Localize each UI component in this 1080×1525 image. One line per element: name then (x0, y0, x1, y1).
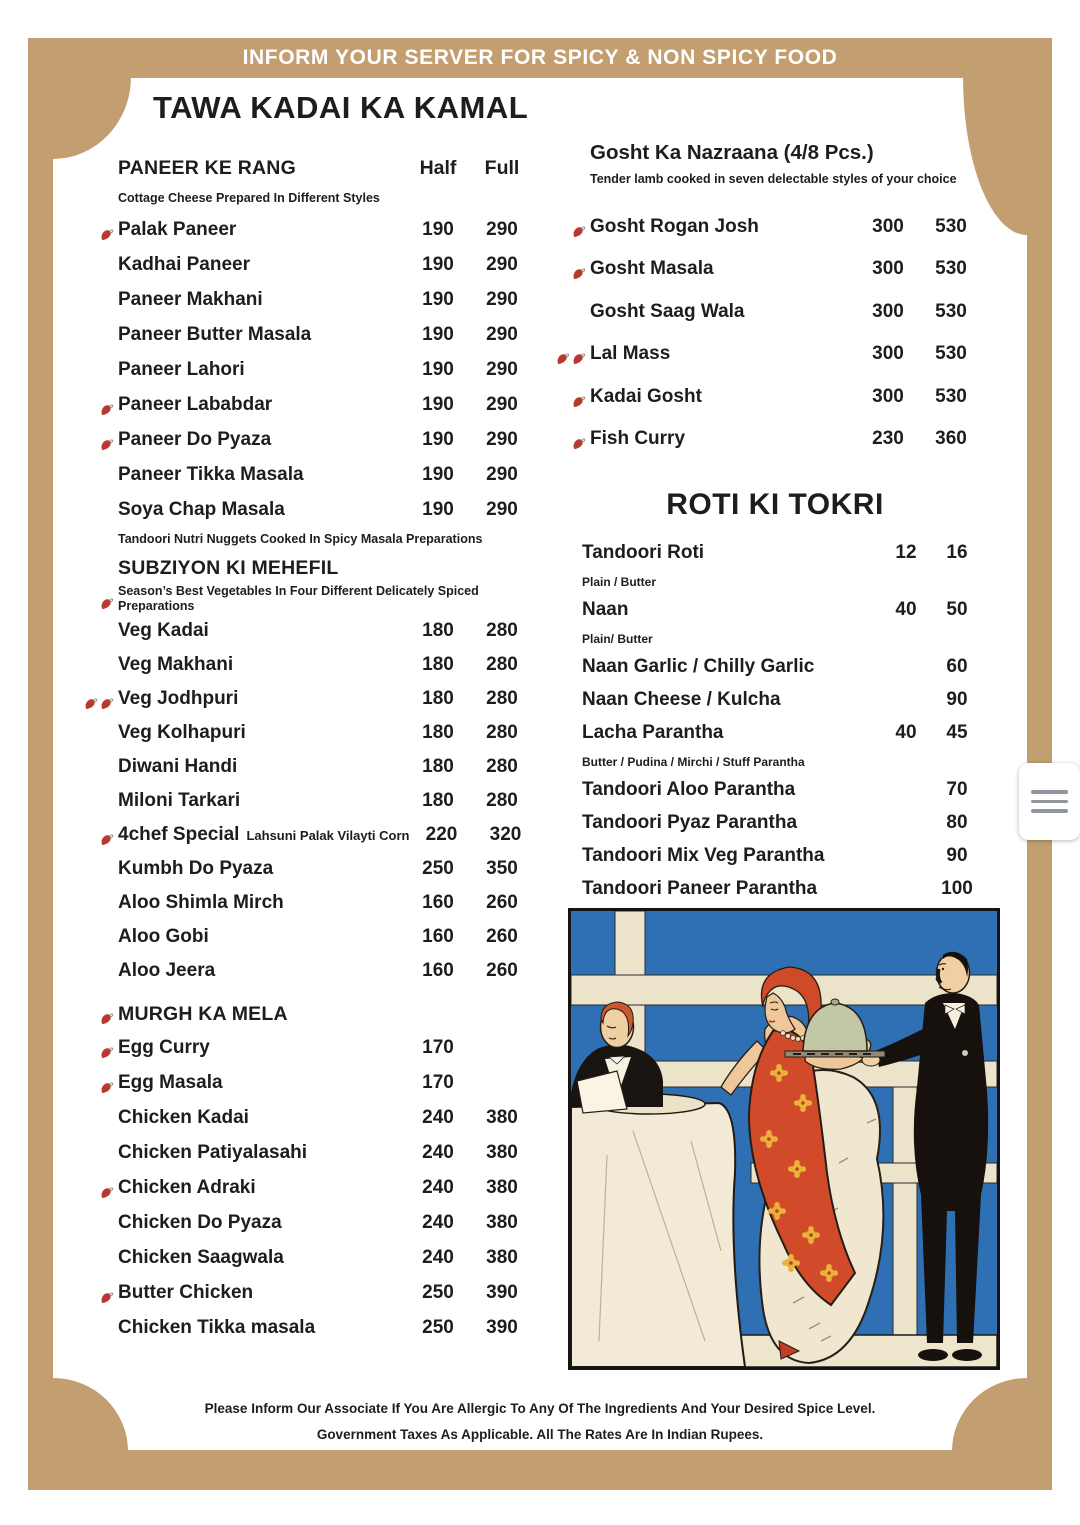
item-name: Aloo Gobi (118, 926, 209, 947)
menu-item-row (582, 594, 985, 627)
page-title: TAWA KADAI KA KAMAL (153, 90, 529, 125)
item-name: Veg Jodhpuri (118, 688, 239, 709)
price-full: 390 (486, 1281, 518, 1303)
price-half: 300 (872, 385, 904, 407)
menu-item-row (565, 291, 985, 334)
menu-item-row (92, 457, 534, 492)
menu-item-row (92, 1030, 534, 1065)
left-column (92, 152, 534, 1345)
price-half: 170 (422, 1036, 454, 1058)
price-half: 190 (422, 428, 454, 450)
section-gosht-ka-nazraana (565, 138, 985, 461)
price-half: 300 (872, 300, 904, 322)
item-name: Paneer Lahori (118, 358, 245, 380)
item-name: Naan (582, 599, 629, 621)
item-name: Paneer Lababdar (118, 393, 273, 415)
menu-item-row (92, 614, 534, 648)
price-full: 380 (486, 1246, 518, 1268)
price-full: 350 (486, 858, 518, 879)
price-full: 80 (946, 812, 968, 834)
item-name: Kadhai Paneer (118, 253, 250, 275)
menu-item (92, 1170, 534, 1205)
item-name: Naan Cheese / Kulcha (582, 689, 781, 711)
column-header-full: Full (484, 156, 520, 179)
menu-item-row (582, 840, 985, 873)
section-roti-ki-tokri (565, 483, 985, 906)
price-full: 380 (486, 1106, 518, 1128)
chili-icon (100, 696, 115, 712)
price-full: 390 (486, 1316, 518, 1338)
item-name: Chicken Adraki (118, 1176, 256, 1198)
menu-item (92, 247, 534, 282)
spice-level (92, 1290, 118, 1306)
price-full: 530 (935, 258, 967, 280)
footer-line-taxes: Government Taxes As Applicable. All The Rates Are In Indian Rupees. (316, 1427, 764, 1442)
menu-item-list (565, 206, 985, 461)
chili-icon (556, 351, 571, 367)
item-name: Lal Mass (590, 343, 671, 365)
price-full: 100 (941, 878, 973, 900)
price-full: 260 (486, 926, 518, 947)
price-full: 90 (946, 689, 968, 711)
chili-icon (100, 437, 115, 453)
menu-item-row (92, 352, 534, 387)
menu-item-row (92, 1240, 534, 1275)
price-half: 12 (895, 542, 917, 564)
menu-item (92, 282, 534, 317)
item-name: Tandoori Mix Veg Parantha (582, 845, 825, 867)
menu-item-row (92, 818, 534, 852)
price-full: 530 (935, 300, 967, 322)
dining-table (571, 1094, 745, 1367)
item-note: Plain/ Butter (582, 631, 653, 646)
price-half: 300 (872, 343, 904, 365)
menu-item (92, 682, 534, 716)
chili-icon (572, 394, 587, 410)
spice-level (92, 596, 118, 612)
item-name: Paneer Do Pyaza (118, 428, 272, 450)
menu-item (92, 422, 534, 457)
price-full: 260 (486, 892, 518, 913)
price-full: 380 (486, 1141, 518, 1163)
price-half: 250 (422, 1281, 454, 1303)
menu-item (92, 1205, 534, 1240)
price-full: 280 (486, 688, 518, 709)
item-name: Aloo Shimla Mirch (118, 892, 284, 913)
price-full: 530 (935, 385, 967, 407)
price-full: 280 (486, 620, 518, 641)
section-description: Tender lamb cooked in seven delectable styles of your choice (590, 172, 957, 186)
frame-left-border (28, 38, 53, 1490)
menu-item-row (92, 1170, 534, 1205)
price-full: 260 (486, 960, 518, 981)
price-half: 180 (422, 654, 454, 675)
chili-icon (100, 1011, 115, 1027)
menu-item (582, 873, 985, 906)
menu-item-row (582, 873, 985, 906)
menu-item (92, 492, 534, 552)
item-note: Tandoori Nutri Nuggets Cooked In Spicy Masala Preparations (118, 532, 483, 546)
menu-item (582, 774, 985, 807)
menu-item-row (92, 247, 534, 282)
price-full: 360 (935, 428, 967, 450)
price-full: 380 (486, 1211, 518, 1233)
spice-level (565, 394, 590, 410)
spice-level (92, 1045, 118, 1061)
menu-item (565, 291, 985, 334)
menu-item (565, 333, 985, 376)
price-half: 40 (895, 599, 917, 621)
menu-item-list (92, 212, 534, 552)
price-full: 60 (946, 656, 968, 678)
item-name: Tandoori Aloo Parantha (582, 779, 796, 801)
menu-item (92, 716, 534, 750)
item-name: Veg Kolhapuri (118, 722, 246, 743)
menu-item (582, 651, 985, 684)
spice-level (92, 1080, 118, 1096)
price-half: 160 (422, 892, 454, 913)
menu-item (92, 1100, 534, 1135)
price-full: 290 (486, 498, 518, 520)
menu-item (92, 212, 534, 247)
item-name: Diwani Handi (118, 756, 238, 777)
menu-item-list (565, 537, 985, 906)
menu-item-row (92, 1310, 534, 1345)
price-half: 160 (422, 960, 454, 981)
menu-item (92, 784, 534, 818)
price-full: 290 (486, 323, 518, 345)
item-name: Paneer Butter Masala (118, 323, 312, 345)
item-name: 4chef Special Lahsuni Palak Vilayti Corn (118, 824, 410, 845)
price-full: 280 (486, 756, 518, 777)
spice-level (92, 832, 118, 848)
menu-item (92, 614, 534, 648)
item-name: Chicken Kadai (118, 1106, 249, 1128)
menu-item-row (92, 1275, 534, 1310)
chili-icon (572, 351, 587, 367)
banner-text: INFORM YOUR SERVER FOR SPICY & NON SPICY FOOD (242, 46, 838, 69)
menu-item-row (565, 248, 985, 291)
menu-item (582, 840, 985, 873)
price-full: 530 (935, 343, 967, 365)
menu-item-row (92, 784, 534, 818)
price-half: 180 (422, 688, 454, 709)
price-full: 280 (486, 722, 518, 743)
menu-item-row (92, 716, 534, 750)
price-full: 280 (486, 654, 518, 675)
item-name: Veg Makhani (118, 654, 234, 675)
menu-item-row (92, 1065, 534, 1100)
footer (60, 1396, 1020, 1448)
menu-item (92, 457, 534, 492)
menu-item (92, 954, 534, 988)
section-header-row (92, 998, 534, 1030)
price-half: 240 (422, 1246, 454, 1268)
menu-item (92, 1310, 534, 1345)
price-full: 16 (946, 542, 968, 564)
section-description: Cottage Cheese Prepared In Different Styles (118, 190, 380, 205)
item-name: Tandoori Paneer Parantha (582, 878, 818, 900)
spice-level (92, 227, 118, 243)
price-full: 320 (489, 824, 522, 845)
price-half: 190 (422, 498, 454, 520)
menu-item (92, 1030, 534, 1065)
menu-item-row (565, 206, 985, 249)
menu-item (92, 750, 534, 784)
spice-level (565, 224, 590, 240)
chili-icon (100, 1290, 115, 1306)
menu-item (92, 818, 534, 852)
menu-item-row (92, 648, 534, 682)
menu-item (582, 684, 985, 717)
item-name: Egg Masala (118, 1071, 223, 1093)
item-name: Paneer Makhani (118, 288, 263, 310)
item-subname: Lahsuni Palak Vilayti Corn (246, 828, 410, 843)
menu-item (92, 1065, 534, 1100)
right-column (565, 138, 985, 906)
menu-item-list (92, 614, 534, 988)
menu-item (565, 248, 985, 291)
menu-item-list (92, 1030, 534, 1345)
top-banner (28, 38, 1052, 78)
menu-item-row (92, 317, 534, 352)
item-name: Chicken Saagwala (118, 1246, 284, 1268)
menu-item (92, 920, 534, 954)
price-full: 90 (946, 845, 968, 867)
column-header-half: Half (419, 156, 457, 179)
hamburger-menu-icon (1031, 800, 1068, 804)
menu-item-row (92, 1205, 534, 1240)
menu-item (92, 1135, 534, 1170)
price-half: 180 (422, 790, 454, 811)
section-title: Gosht Ka Nazraana (4/8 Pcs.) (590, 141, 874, 164)
price-half: 240 (422, 1106, 454, 1128)
item-name: Egg Curry (118, 1036, 210, 1058)
price-half: 240 (422, 1141, 454, 1163)
hamburger-menu-icon (1031, 790, 1068, 794)
price-half: 170 (422, 1071, 454, 1093)
menu-item-row (92, 886, 534, 920)
chili-icon (84, 696, 99, 712)
chili-icon (100, 1045, 115, 1061)
price-half: 180 (422, 756, 454, 777)
item-name: Gosht Masala (590, 258, 714, 280)
item-name: Naan Garlic / Chilly Garlic (582, 656, 815, 678)
item-name: Chicken Patiyalasahi (118, 1141, 308, 1163)
item-name: Palak Paneer (118, 218, 237, 240)
menu-item (565, 376, 985, 419)
section-description: Season’s Best Vegetables In Four Different Delicately Spiced Preparations (118, 584, 479, 613)
menu-item-row (92, 282, 534, 317)
price-half: 230 (872, 428, 904, 450)
price-half: 160 (422, 926, 454, 947)
chili-icon (572, 436, 587, 452)
section-title: PANEER KE RANG (118, 156, 296, 179)
price-half: 190 (422, 323, 454, 345)
menu-item-row (582, 717, 985, 750)
price-full: 290 (486, 218, 518, 240)
price-half: 250 (422, 1316, 454, 1338)
floating-menu-button[interactable] (1019, 763, 1080, 840)
item-name: Veg Kadai (118, 620, 209, 641)
item-name: Lacha Parantha (582, 722, 724, 744)
price-full: 530 (935, 215, 967, 237)
chili-icon (100, 402, 115, 418)
section-title: ROTI KI TOKRI (666, 487, 884, 521)
item-note: Butter / Pudina / Mirchi / Stuff Parantha (582, 754, 805, 769)
chili-icon (100, 1080, 115, 1096)
price-half: 190 (422, 463, 454, 485)
menu-item-row (92, 1135, 534, 1170)
spice-level (92, 1185, 118, 1201)
price-half: 190 (422, 393, 454, 415)
section-paneer-ke-rang (92, 152, 534, 552)
price-half: 190 (422, 288, 454, 310)
menu-item-row (92, 422, 534, 457)
price-full: 50 (946, 599, 968, 621)
item-note: Plain / Butter (582, 574, 657, 589)
price-half: 190 (422, 218, 454, 240)
spice-level (92, 1011, 118, 1027)
section-description-row (92, 184, 534, 212)
menu-item-row (92, 920, 534, 954)
menu-item (92, 648, 534, 682)
frame-corner-top-left (53, 77, 131, 159)
price-half: 240 (422, 1211, 454, 1233)
spice-level (92, 696, 118, 712)
menu-item (582, 537, 985, 594)
price-full: 290 (486, 428, 518, 450)
price-full: 45 (946, 722, 968, 744)
menu-item (582, 807, 985, 840)
price-half: 40 (895, 722, 917, 744)
section-subziyon-ki-mehefil (92, 552, 534, 988)
menu-item-row (582, 651, 985, 684)
menu-item (582, 594, 985, 651)
section-header-row (92, 552, 534, 584)
chili-icon (100, 596, 115, 612)
frame-bottom-border (28, 1450, 1052, 1490)
menu-item (92, 852, 534, 886)
menu-item-row (582, 774, 985, 807)
price-half: 190 (422, 358, 454, 380)
illustration-canvas (571, 911, 997, 1367)
menu-item-row (92, 492, 534, 527)
menu-item-row (92, 682, 534, 716)
item-name: Aloo Jeera (118, 960, 216, 981)
price-full: 70 (946, 779, 968, 801)
spice-level (565, 266, 590, 282)
section-description-row (92, 584, 534, 614)
menu-item (92, 317, 534, 352)
item-name: Paneer Tikka Masala (118, 463, 304, 485)
footer-line-allergy: Please Inform Our Associate If You Are Allergic To Any Of The Ingredients And Your Desired Spice Level. (204, 1401, 876, 1416)
price-full: 290 (486, 358, 518, 380)
item-name: Tandoori Roti (582, 542, 705, 564)
section-murgh-ka-mela (92, 998, 534, 1345)
chili-icon (100, 227, 115, 243)
menu-item-row (565, 418, 985, 461)
spice-level (565, 351, 590, 367)
menu-item (92, 886, 534, 920)
item-name: Kadai Gosht (590, 385, 702, 407)
spice-level (92, 402, 118, 418)
price-half: 300 (872, 215, 904, 237)
price-full: 380 (486, 1176, 518, 1198)
menu-item (582, 717, 985, 774)
menu-item (92, 1275, 534, 1310)
menu-item-row (92, 750, 534, 784)
item-name: Fish Curry (590, 428, 686, 450)
menu-item-row (565, 376, 985, 419)
menu-item-row (92, 1100, 534, 1135)
art-deco-dining-illustration (568, 908, 1000, 1370)
hamburger-menu-icon (1031, 809, 1068, 813)
menu-item-row (92, 212, 534, 247)
price-full: 290 (486, 393, 518, 415)
menu-item-row (582, 807, 985, 840)
item-name: Soya Chap Masala (118, 498, 285, 520)
price-full: 290 (486, 288, 518, 310)
menu-item-row (582, 537, 985, 570)
menu-item-row (92, 852, 534, 886)
chili-icon (572, 224, 587, 240)
menu-item (565, 206, 985, 249)
section-header-row (92, 152, 534, 184)
price-full: 290 (486, 463, 518, 485)
menu-item (92, 1240, 534, 1275)
section-title: MURGH KA MELA (118, 1002, 288, 1025)
menu-item-row (582, 684, 985, 717)
chili-icon (100, 1185, 115, 1201)
chili-icon (572, 266, 587, 282)
price-half: 180 (422, 722, 454, 743)
menu-item (92, 387, 534, 422)
menu-item-row (92, 387, 534, 422)
price-full: 280 (486, 790, 518, 811)
section-title: SUBZIYON KI MEHEFIL (118, 556, 339, 579)
menu-item-row (92, 954, 534, 988)
chili-icon (100, 832, 115, 848)
item-name: Miloni Tarkari (118, 790, 241, 811)
item-name: Kumbh Do Pyaza (118, 858, 274, 879)
item-name: Gosht Rogan Josh (590, 215, 759, 237)
price-half: 250 (422, 858, 454, 879)
price-half: 180 (422, 620, 454, 641)
item-name: Tandoori Pyaz Parantha (582, 812, 798, 834)
item-name: Gosht Saag Wala (590, 300, 745, 322)
menu-item (565, 418, 985, 461)
spice-level (92, 437, 118, 453)
menu-item (92, 352, 534, 387)
item-name: Butter Chicken (118, 1281, 254, 1303)
item-name: Chicken Do Pyaza (118, 1211, 282, 1233)
price-half: 240 (422, 1176, 454, 1198)
price-half: 190 (422, 253, 454, 275)
item-name: Chicken Tikka masala (118, 1316, 316, 1338)
price-full: 290 (486, 253, 518, 275)
spice-level (565, 436, 590, 452)
price-half: 300 (872, 258, 904, 280)
price-half: 220 (425, 824, 458, 845)
menu-item-row (565, 333, 985, 376)
